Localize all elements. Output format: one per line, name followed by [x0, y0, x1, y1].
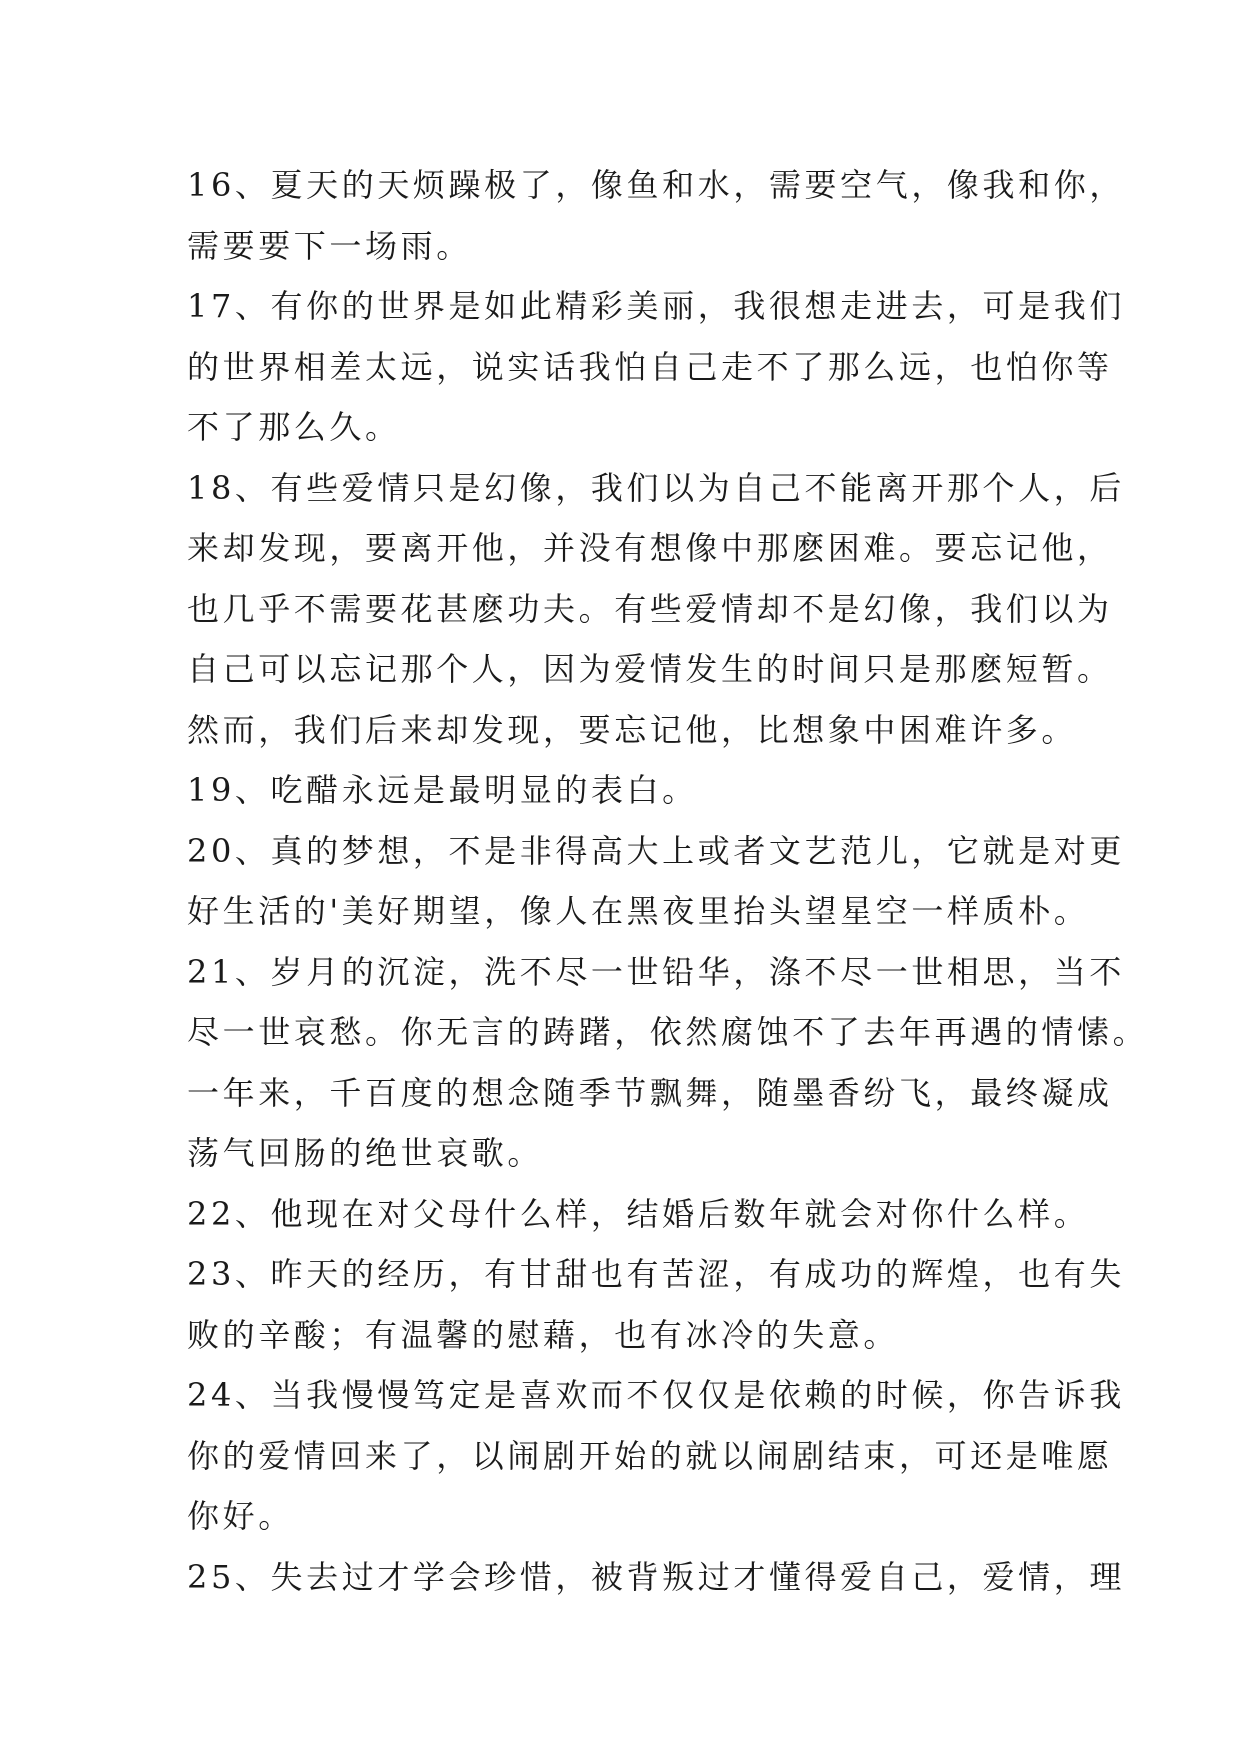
text-line: 尽一世哀愁。你无言的踌躇，依然腐蚀不了去年再遇的情愫。 — [187, 1013, 1149, 1051]
text-line: 自己可以忘记那个人，因为爱情发生的时间只是那麽短暂。 — [187, 650, 1113, 688]
text-line: 来却发现，要离开他，并没有想像中那麽困难。要忘记他， — [187, 529, 1113, 567]
text-line: 荡气回肠的绝世哀歌。 — [187, 1134, 544, 1172]
text-line: 好生活的'美好期望，像人在黑夜里抬头望星空一样质朴。 — [187, 892, 1090, 930]
text-line: 的世界相差太远，说实话我怕自己走不了那么远，也怕你等 — [187, 347, 1113, 386]
document-body — [187, 155, 1149, 1607]
text-line: 然而，我们后来却发现，要忘记他，比想象中困难许多。 — [187, 710, 1078, 749]
text-line: 19、吃醋永远是最明显的表白。 — [187, 771, 698, 809]
text-line: 也几乎不需要花甚麽功夫。有些爱情却不是幻像，我们以为 — [187, 589, 1113, 628]
text-line: 16、夏天的天烦躁极了，像鱼和水，需要空气，像我和你， — [187, 166, 1125, 204]
text-line: 不了那么久。 — [187, 408, 401, 446]
text-line: 24、当我慢慢笃定是喜欢而不仅仅是依赖的时候，你告诉我 — [187, 1376, 1125, 1414]
text-line: 你好。 — [187, 1497, 294, 1535]
text-line: 23、昨天的经历，有甘甜也有苦涩，有成功的辉煌，也有失 — [187, 1255, 1125, 1293]
text-line: 21、岁月的沉淀，洗不尽一世铅华，涤不尽一世相思，当不 — [187, 952, 1125, 991]
text-line: 一年来，千百度的想念随季节飘舞，随墨香纷飞，最终凝成 — [187, 1073, 1113, 1112]
text-line: 18、有些爱情只是幻像，我们以为自己不能离开那个人，后 — [187, 468, 1125, 507]
text-line: 败的辛酸；有温馨的慰藉，也有冰冷的失意。 — [187, 1315, 900, 1354]
text-line: 17、有你的世界是如此精彩美丽，我很想走进去，可是我们 — [187, 287, 1125, 325]
text-line: 你的爱情回来了，以闹剧开始的就以闹剧结束，可还是唯愿 — [187, 1436, 1113, 1475]
text-line: 需要要下一场雨。 — [187, 226, 472, 265]
text-line: 25、失去过才学会珍惜，被背叛过才懂得爱自己，爱情，理 — [187, 1557, 1125, 1596]
text-line: 20、真的梦想，不是非得高大上或者文艺范儿，它就是对更 — [187, 831, 1125, 870]
text-line: 22、他现在对父母什么样，结婚后数年就会对你什么样。 — [187, 1194, 1090, 1233]
